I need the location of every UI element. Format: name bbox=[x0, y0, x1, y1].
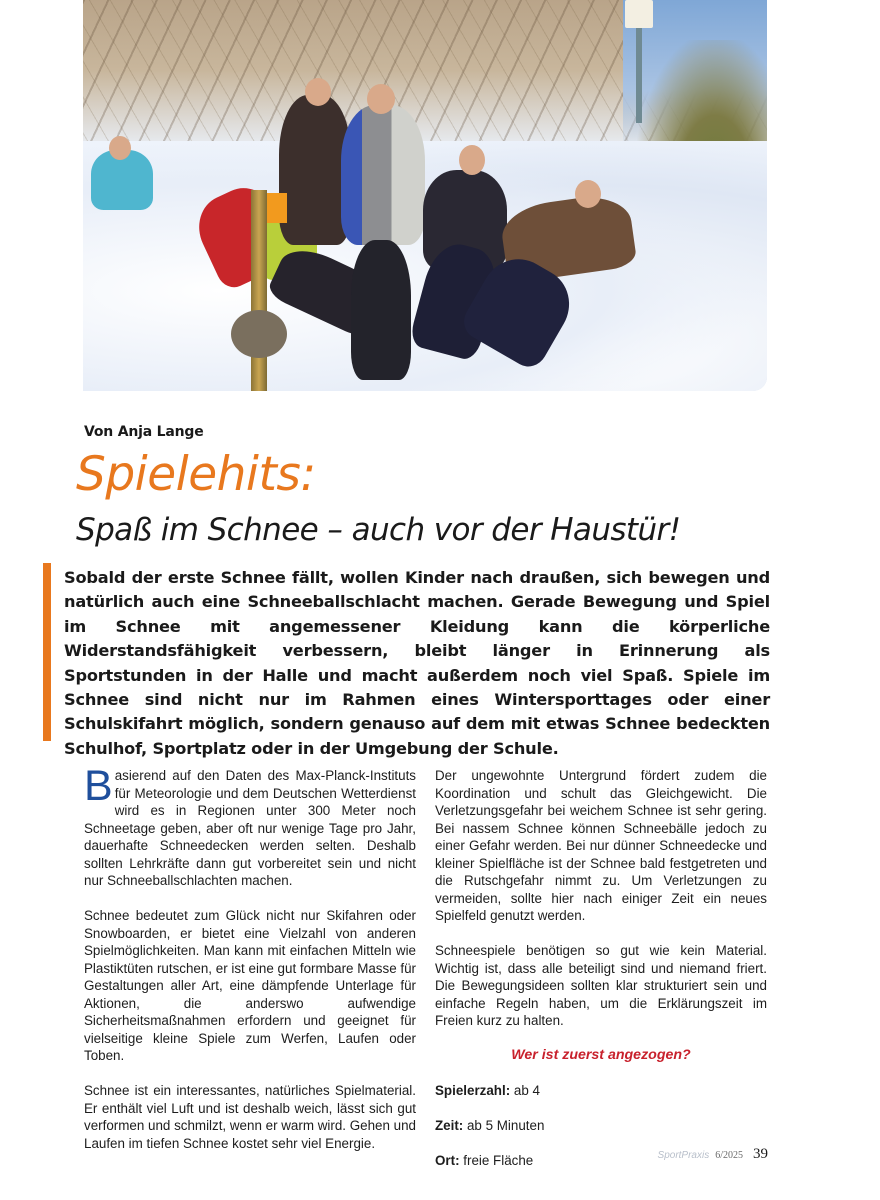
body-paragraph-2: Schnee bedeutet zum Glück nicht nur Skifahren oder Snowboarden, er bietet eine Vielzahl von anderen Spielmöglichkeiten. Man kann mit einfachen Mitteln wie Plastiktüten rutschen, er ist eine gut formbare Masse für Gestaltungen aller Art, eine dämpfende Unterlage für Aktionen, die anderswo aufwendige Sicherheitsmaßnahmen erfordern und geeignet für vielseitige kleine Spiele zum Werfen, Laufen oder Toben. bbox=[84, 908, 416, 1063]
game-info-label: Zeit: bbox=[435, 1118, 464, 1133]
article-title: Spielehits: bbox=[76, 447, 316, 502]
article-subtitle: Spaß im Schnee – auch vor der Haustür! bbox=[76, 512, 681, 548]
body-paragraph-4: Der ungewohnte Untergrund fördert zudem die Koordination und schult das Gleichgewicht. Die Verletzungsgefahr bei weichem Schnee ist sehr gering. Bei nassem Schnee können Schneebälle jedoch zu einer Gefahr werden. Bei nur dünner Schneedecke und kleiner Spielfläche ist der Schnee bald festgetreten und die Rutschgefahr nimmt zu. Um Verletzungen zu vermeiden, sollte hier nach einiger Zeit ein neues Spielfeld genutzt werden. bbox=[435, 768, 767, 923]
game-info-players bbox=[435, 1082, 767, 1100]
photo-teen-grey-jacket bbox=[341, 105, 425, 245]
photo-lamp bbox=[625, 0, 653, 28]
page-number: 39 bbox=[753, 1146, 768, 1162]
photo-teen-head bbox=[575, 180, 601, 208]
magazine-name: SportPraxis bbox=[657, 1150, 710, 1161]
issue-number: 6/2025 bbox=[715, 1150, 743, 1161]
photo-child-head bbox=[109, 136, 131, 160]
lead-paragraph: Sobald der erste Schnee fällt, wollen Kinder nach draußen, sich bewegen und natürlich auch eine Schneeballschlacht machen. Gerade Bewegung und Spiel im Schnee mit angemessener Kleidung kann die körperliche Widerstandsfähigkeit verbessern, bleibt länger in Erinnerung als Sportstunden in der Halle und macht außerdem noch viel Spaß. Spiele im Schnee sind nicht nur im Rahmen eines Wintersporttages oder einer Schulskifahrt möglich, sondern genauso auf dem mit etwas Schnee bedeckten Schulhof, Sportplatz oder in der Umgebung der Schule. bbox=[64, 568, 770, 758]
article-photo bbox=[83, 0, 767, 391]
body-column-right bbox=[435, 767, 767, 1187]
game-info-time bbox=[435, 1117, 767, 1135]
photo-teen-head bbox=[459, 145, 485, 175]
game-info-value: freie Fläche bbox=[459, 1153, 534, 1168]
game-info-label: Ort: bbox=[435, 1153, 460, 1168]
body-column-left bbox=[84, 762, 416, 1170]
photo-teen-head bbox=[367, 84, 395, 114]
game-info-value: ab 5 Minuten bbox=[463, 1118, 545, 1133]
byline: Von Anja Lange bbox=[84, 424, 204, 440]
photo-teen-head bbox=[305, 78, 331, 106]
photo-teen-dark-pants bbox=[351, 240, 411, 380]
page-footer bbox=[658, 1146, 768, 1163]
photo-pole-sign bbox=[231, 310, 287, 358]
photo-marker-pole bbox=[251, 190, 267, 391]
game-title: Wer ist zuerst angezogen? bbox=[511, 1047, 691, 1063]
game-info-value: ab 4 bbox=[510, 1083, 540, 1098]
body-paragraph-1 bbox=[84, 762, 416, 890]
lead-accent-bar bbox=[43, 563, 51, 741]
photo-snow-slope bbox=[83, 141, 767, 391]
game-info-label: Spielerzahl: bbox=[435, 1083, 511, 1098]
body-paragraph-3: Schnee ist ein interessantes, natürliches Spielmaterial. Er enthält viel Luft und ist deshalb weich, lässt sich gut verformen und schmilzt, wenn er warm wird. Gehen und Laufen im tiefen Schnee kostet sehr viel Energie. bbox=[84, 1083, 416, 1151]
drop-cap: B bbox=[84, 762, 113, 810]
body-paragraph-1-text: asierend auf den Daten des Max-Planck-Instituts für Meteorologie und dem Deutschen Wetterdienst wird es in Regionen unter 300 Meter noch Schneetage geben, aber oft nur wenige Tage pro Jahr, dauerhafte Schneedecken werden selten. Deshalb sollten Lehrkräfte dann gut vorbereitet sein und nicht nur Schneeballschlachten machen. bbox=[84, 768, 416, 888]
photo-pole-orange-box bbox=[267, 193, 287, 223]
body-paragraph-5: Schneespiele benötigen so gut wie kein Material. Wichtig ist, dass alle beteiligt sind und niemand friert. Die Bewegungsideen sollten klar strukturiert sein und einfache Regeln haben, um die Erklärungszeit im Freien kurz zu halten. bbox=[435, 943, 767, 1028]
